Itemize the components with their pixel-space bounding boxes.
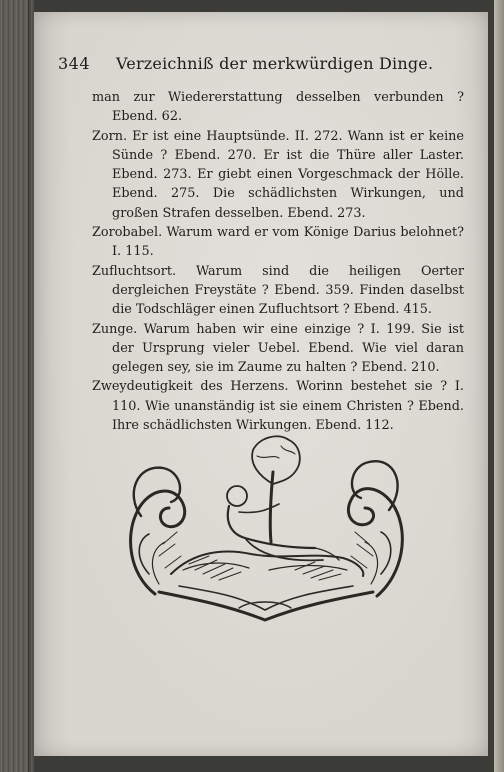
running-title: Verzeichniß der merkwürdigen Dinge. (116, 54, 434, 73)
engraved-vignette (119, 424, 411, 624)
index-entries (92, 88, 464, 435)
index-entry: Zunge. Warum haben wir eine einzige ? I. 199. Sie ist der Ursprung vieler Uebel. Ebend. Wie viel daran gelegen sey, sie im Zaume zu halten ? Ebend. 210. (92, 321, 464, 376)
index-entry: Zorobabel. Warum ward er vom Könige Darius belohnet? I. 115. (92, 225, 464, 260)
index-entry: man zur Wiedererstattung desselben verbunden ? Ebend. 62. (92, 90, 464, 125)
index-entry: Zufluchtsort. Warum sind die heiligen Oerter dergleichen Freystäte ? Ebend. 359. Finden daselbst die Todschläger einen Zufluchtsort ? Ebend. 415. (92, 263, 464, 318)
index-entry: Zweydeutigkeit des Herzens. Worinn bestehet sie ? I. 110. Wie unanständig ist sie einem Christen ? Ebend. Ihre schädlichsten Wirkungen. Ebend. 112. (92, 379, 464, 434)
index-entry: Zorn. Er ist eine Hauptsünde. II. 272. Wann ist er keine Sünde ? Ebend. 270. Er ist die Thüre aller Laster. Ebend. 273. Er giebt einen Vorgeschmack der Hölle. Ebend. 275. Die schädlichsten Wirkungen, und großen Strafen desselben. Ebend. 273. (92, 128, 464, 221)
page-number: 344 (58, 54, 91, 73)
page-right-margin (494, 0, 504, 772)
book-edge (0, 0, 34, 772)
page-header (58, 54, 482, 73)
